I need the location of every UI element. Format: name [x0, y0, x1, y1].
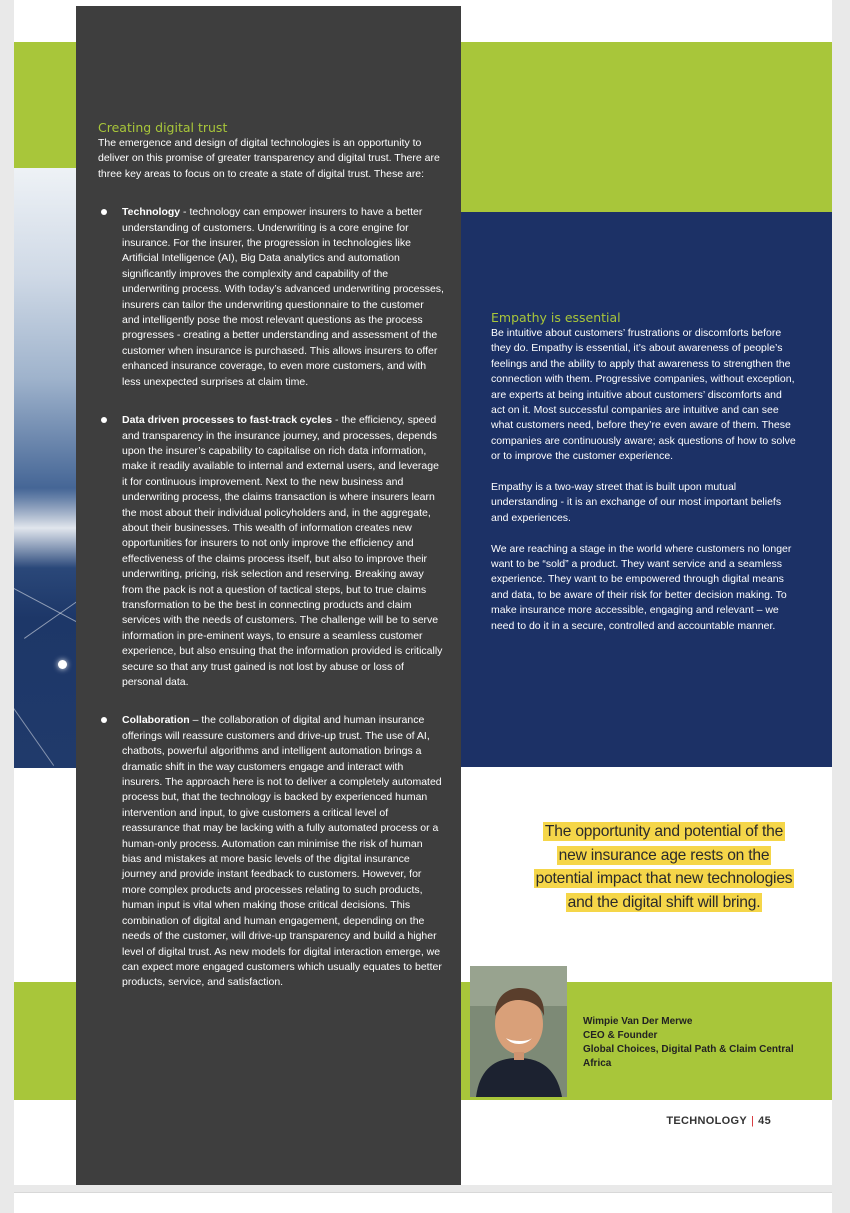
paragraph: We are reaching a stage in the world where customers no longer want to be “sold” a product. They want service and a seamless experience. They want to be empowered through digital means and data, to be aware of their risk for better decision making. To make insurance more accessible, engaging and relevant – we need to do it in a secure, controlled and accountable manner. — [491, 542, 792, 632]
network-node-icon — [58, 660, 67, 669]
list-item — [98, 713, 444, 990]
right-article-column — [491, 310, 797, 634]
author-info — [583, 1015, 803, 1071]
page-footer — [14, 1115, 771, 1127]
author-company: Global Choices, Digital Path & Claim Central Africa — [583, 1044, 794, 1069]
author-portrait-icon — [470, 966, 567, 1097]
bullet-lead: Technology — [122, 206, 181, 219]
bullet-icon — [101, 209, 107, 215]
footer-separator: | — [750, 1115, 755, 1127]
list-item — [98, 205, 444, 390]
section-heading: Creating digital trust — [98, 120, 228, 135]
list-item — [98, 413, 444, 690]
bullet-text: - technology can empower insurers to have a better understanding of customers. Underwriting is a core engine for insurance. For the insurer, the progression in technologies like Artificial Intelligence (AI), Big Data analytics and automation significantly improves the complexity and capability of the underwriting process. With today’s advanced underwriting processes, insurers can tailor the underwriting questionnaire to the customer and intelligently pose the most relevant questions as the process progresses - creating a better understanding and assessment of the customer when insurance is purchased. This allows insurers to offer enhanced insurance coverage, to even more customers, and with less unexpected surprises at claim time. — [122, 206, 444, 388]
author-name: Wimpie Van Der Merwe — [583, 1016, 693, 1027]
author-photo — [470, 966, 567, 1097]
bullet-icon — [101, 417, 107, 423]
pull-quote-text: The opportunity and potential of the new insurance age rests on the potential impact that new technologies and the digital shift will bring. — [535, 823, 793, 911]
paragraph: Empathy is a two-way street that is built upon mutual understanding - it is an exchange of our most important beliefs and experiences. — [491, 481, 782, 524]
left-article-column — [98, 120, 444, 991]
bullet-icon — [101, 717, 107, 723]
pull-quote — [530, 820, 798, 914]
paragraph: Be intuitive about customers’ frustrations or discomforts before they do. Empathy is essential, it’s about awareness of people’s feelings and the ability to apply that awareness to strengthen the connection with them. Progressive companies, without exception, are experts at being intuitive about customers’ discomforts and act on it. Most successful companies are intuitive and can see what customers need, before they’re even aware of them. These companies are continuously aware; ask questions of how to solve or to improve the customer experience. — [491, 327, 796, 463]
section-heading: Empathy is essential — [491, 310, 621, 325]
bullet-lead: Data driven processes to fast-track cycles — [122, 414, 333, 427]
next-page-edge — [14, 1192, 832, 1213]
footer-section: TECHNOLOGY — [666, 1115, 747, 1127]
intro-paragraph: The emergence and design of digital technologies is an opportunity to deliver on this promise of greater transparency and digital trust. There are three key areas to focus on to create a state of digital trust. These are: — [98, 137, 440, 180]
bullet-text: - the efficiency, speed and transparency in the insurance journey, and processes, depends upon the insurer’s capability to capitalise on rich data information, make it readily available to internal and external users, and leverage it for continuous improvement. Next to the new business and underwriting process, the claims transaction is where insurers learn the most about their individual policyholders and, in the aggregate, about their businesses. This wealth of information creates new opportunities for insurers to not only improve the efficiency and effectiveness of the claims process itself, but also to improve their underwriting, pricing, risk selection and reserving. Breaking away from the pack is not a question of tactical steps, but to true claims transformation to be the best in connecting products and claim services with the needs of customers. The challenge will be to serve information in pre-eminent ways, to ensure a seamless customer experience, but also ensuing that the information provided is critically secure so that any trust gained is not lost by abuse or loss of personal data. — [122, 414, 443, 688]
magazine-page — [14, 0, 832, 1185]
bullet-list — [98, 205, 444, 991]
bullet-lead: Collaboration — [122, 714, 190, 727]
page-number: 45 — [758, 1115, 771, 1127]
background-photo-strip — [14, 168, 78, 768]
author-title: CEO & Founder — [583, 1030, 658, 1041]
bullet-text: – the collaboration of digital and human insurance offerings will reassure customers and drive-up trust. The use of AI, chatbots, powerful algorithms and intelligent automation brings a dramatic shift in the way customers engage and interact with insurers. The approach here is not to deliver a completely automated process but, that the technology is backed by experienced human intervention and input, to give customers a critical level of reassurance that may be lacking with a fully automated process or a human-only process. Automation can minimise the risk of human bias and mistakes at more basic levels of the digital insurance journey and provide instant feedback to customers. However, for more complex products and processes relating to such products, human input is vital when making those critical decisions. This combination of digital and human engagement, depending on the needs of the customer, will drive-up transparency and build a higher level of digital trust. As new models for digital interaction emerge, we can expect more engaged customers which usually equates to better products, service, and satisfaction. — [122, 714, 442, 989]
